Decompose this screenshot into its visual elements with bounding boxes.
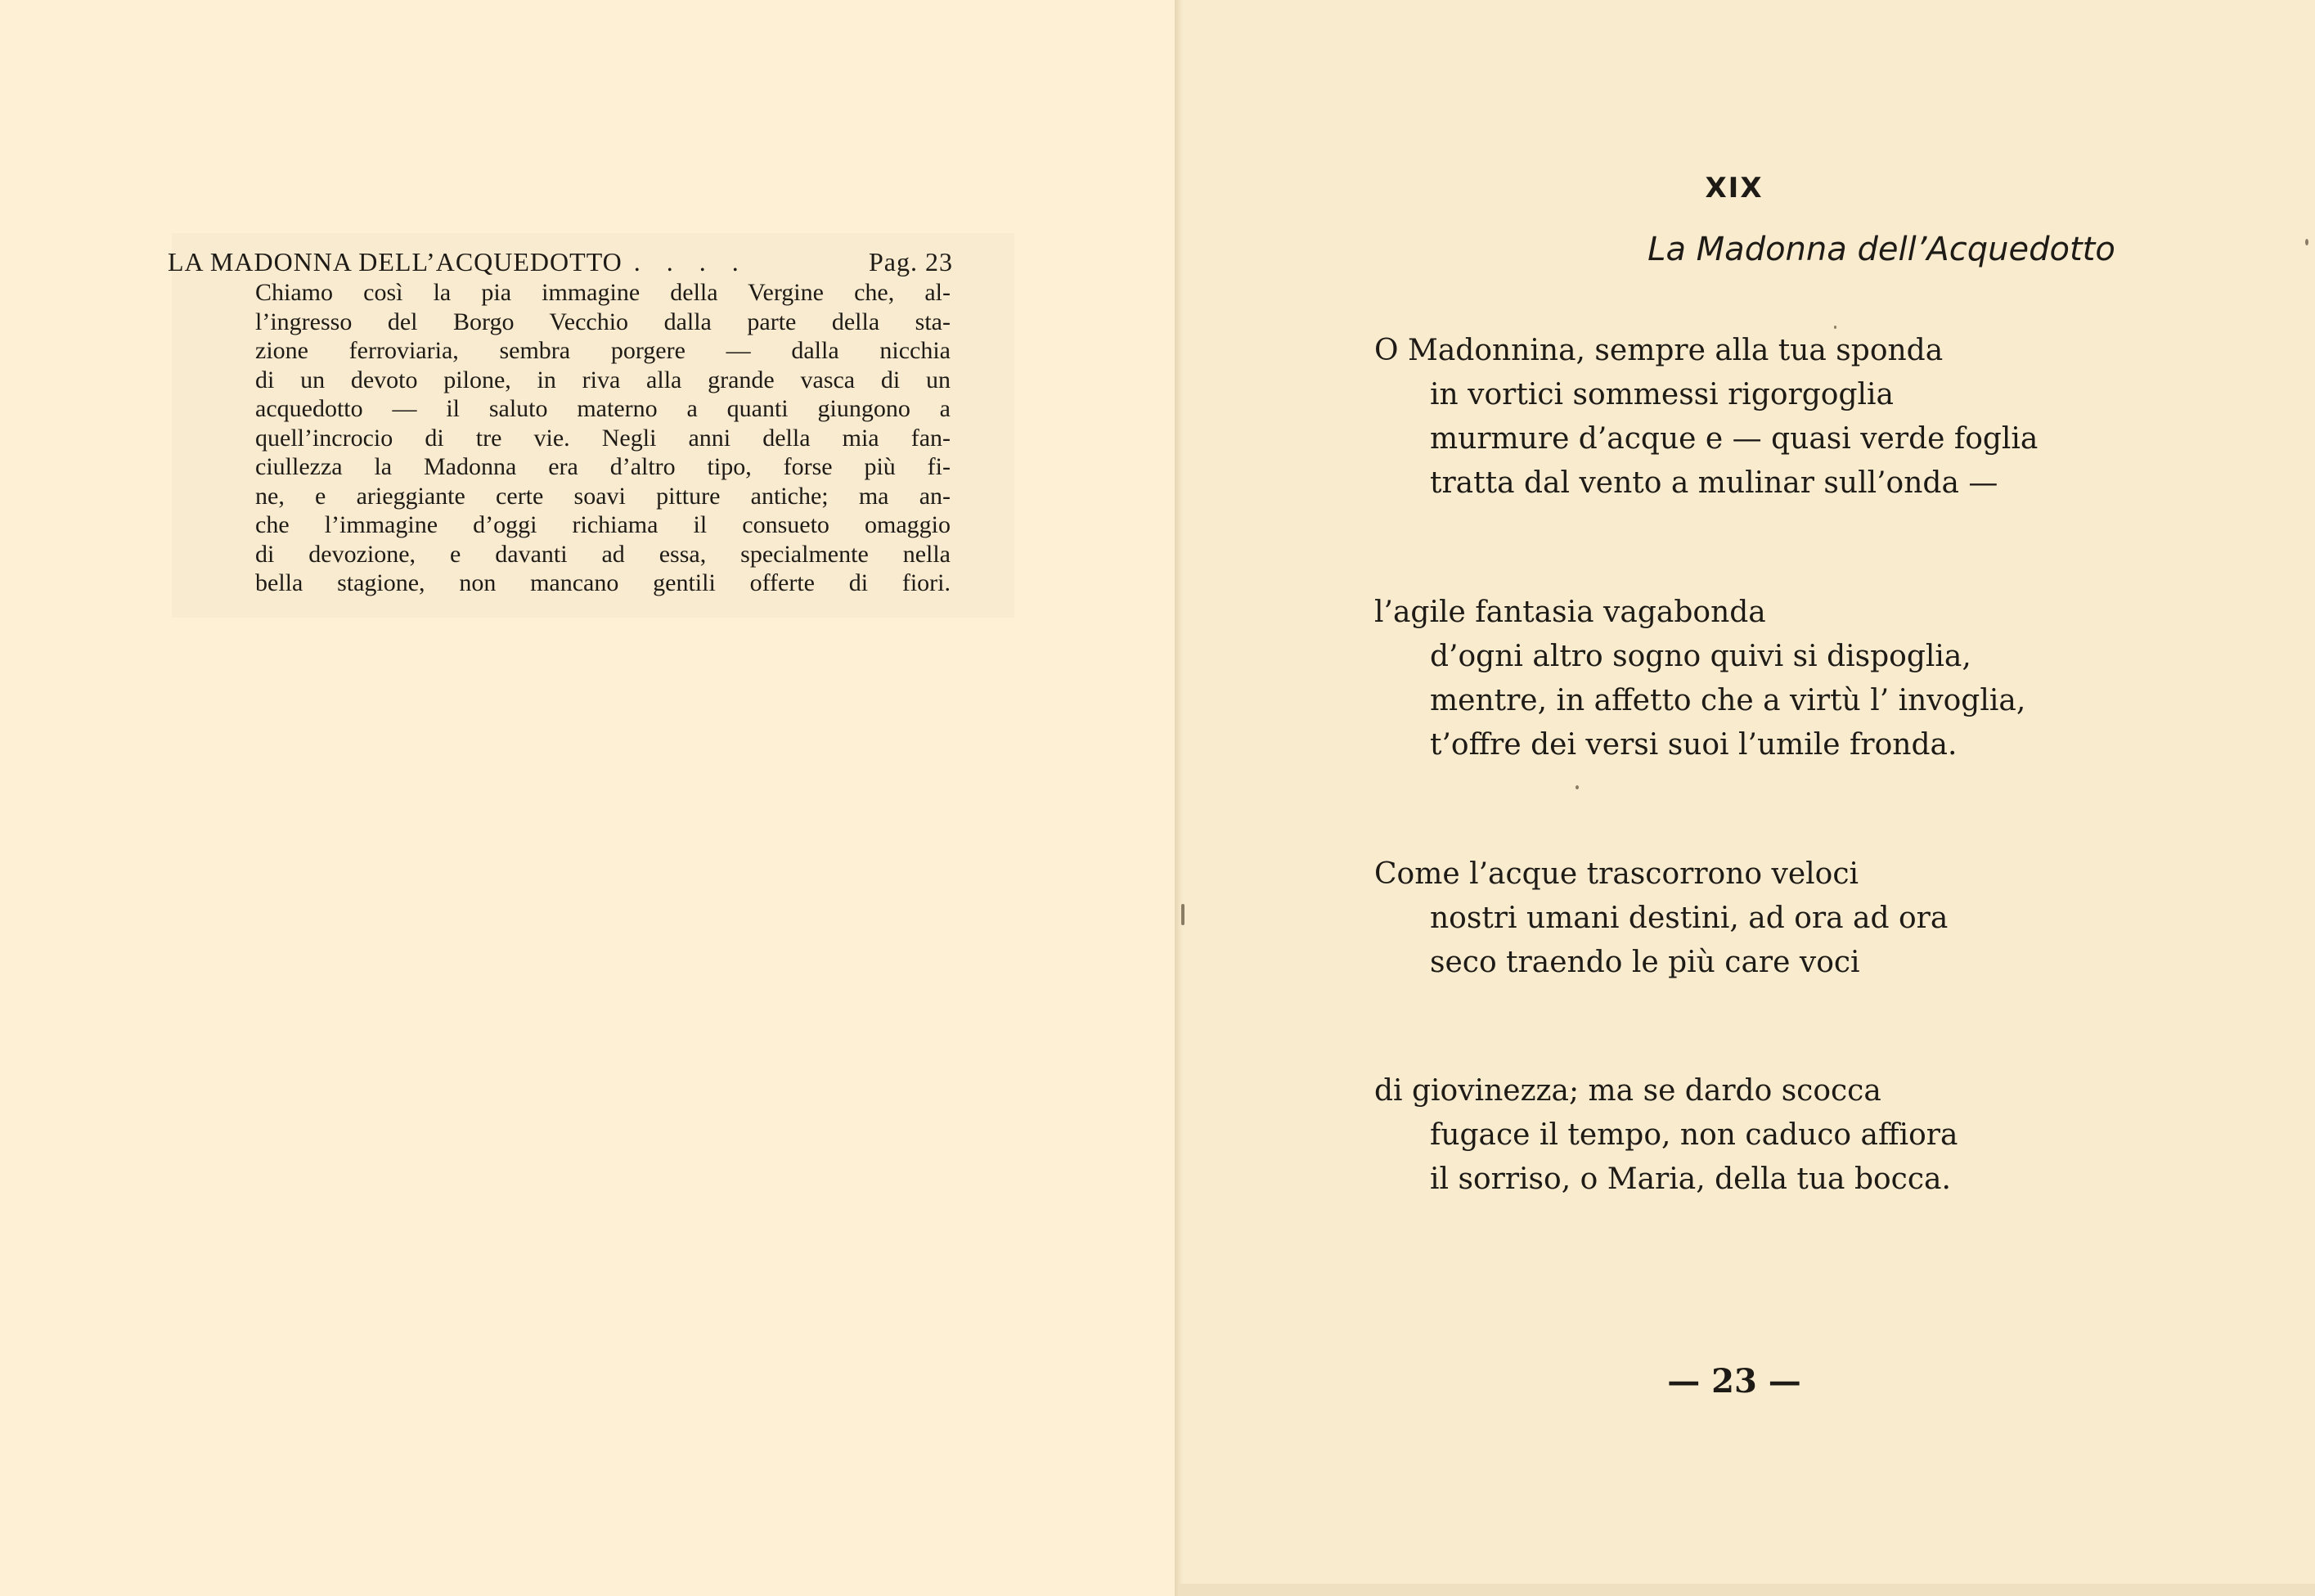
page-bottom-edge [1178, 1584, 2315, 1596]
note-line: acquedotto — il saluto materno a quanti giungono a [255, 395, 951, 422]
note-line: di devozione, e davanti ad essa, specialmente nella [255, 540, 951, 568]
note-line: bella stagione, non mancano gentili offerte di fiori. [255, 569, 951, 596]
paper-speck [1181, 904, 1184, 925]
note-line: Chiamo così la pia immagine della Vergine che, al- [255, 279, 951, 306]
note-heading-dots: . . . . [633, 247, 748, 276]
paper-speck [2305, 239, 2308, 245]
note-heading [168, 247, 953, 277]
stanza-4 [1374, 1069, 2110, 1202]
verse-line: il sorriso, o Maria, della tua bocca. [1430, 1162, 1951, 1196]
verse-line: Come l’acque trascorrono veloci [1374, 857, 1859, 891]
note-body [255, 278, 951, 598]
verse-line: l’agile fantasia vagabonda [1374, 596, 1766, 629]
page-gutter [1175, 0, 1183, 1596]
stanza-1 [1374, 329, 2110, 506]
note-heading-title: LA MADONNA DELL’ACQUEDOTTO . . . . [168, 247, 748, 276]
note-line: quell’incrocio di tre vie. Negli anni della mia fan- [255, 424, 951, 452]
verse-line: O Madonnina, sempre alla tua sponda [1374, 334, 1944, 367]
verse-line: fugace il tempo, non caduco affiora [1430, 1118, 1958, 1152]
verse-line: t’offre dei versi suoi l’umile fronda. [1430, 728, 1958, 762]
verse-line: murmure d’acque e — quasi verde foglia [1430, 422, 2039, 456]
note-line: ciullezza la Madonna era d’altro tipo, forse più fi- [255, 453, 951, 480]
poem-title: La Madonna dell’Acquedotto [1647, 231, 2115, 268]
note-line: ne, e arieggiante certe soavi pitture antiche; ma an- [255, 482, 951, 510]
note-line: l’ingresso del Borgo Vecchio dalla parte della sta- [255, 308, 951, 335]
note-line: zione ferroviaria, sembra porgere — dalla nicchia [255, 337, 951, 364]
page-number: — 23 — [1667, 1362, 1801, 1400]
stanza-2 [1374, 591, 2110, 767]
stanza-3 [1374, 852, 2110, 985]
verse-line: di giovinezza; ma se dardo scocca [1374, 1074, 1881, 1108]
verse-line: mentre, in affetto che a virtù l’ invoglia, [1430, 684, 2026, 717]
verse-line: seco traendo le più care voci [1430, 946, 1860, 979]
paper-speck [1576, 785, 1579, 789]
note-line: di un devoto pilone, in riva alla grande vasca di un [255, 366, 951, 393]
note-line: che l’immagine d’oggi richiama il consueto omaggio [255, 511, 951, 538]
verse-line: tratta dal vento a mulinar sull’onda — [1430, 466, 1998, 500]
verse-line: d’ogni altro sogno quivi si dispoglia, [1430, 640, 1971, 673]
verse-line: in vortici sommessi rigorgoglia [1430, 378, 1894, 411]
poem-numeral: XIX [1705, 172, 1764, 205]
note-heading-page: Pag. 23 [869, 247, 953, 276]
verse-line: nostri umani destini, ad ora ad ora [1430, 901, 1949, 935]
